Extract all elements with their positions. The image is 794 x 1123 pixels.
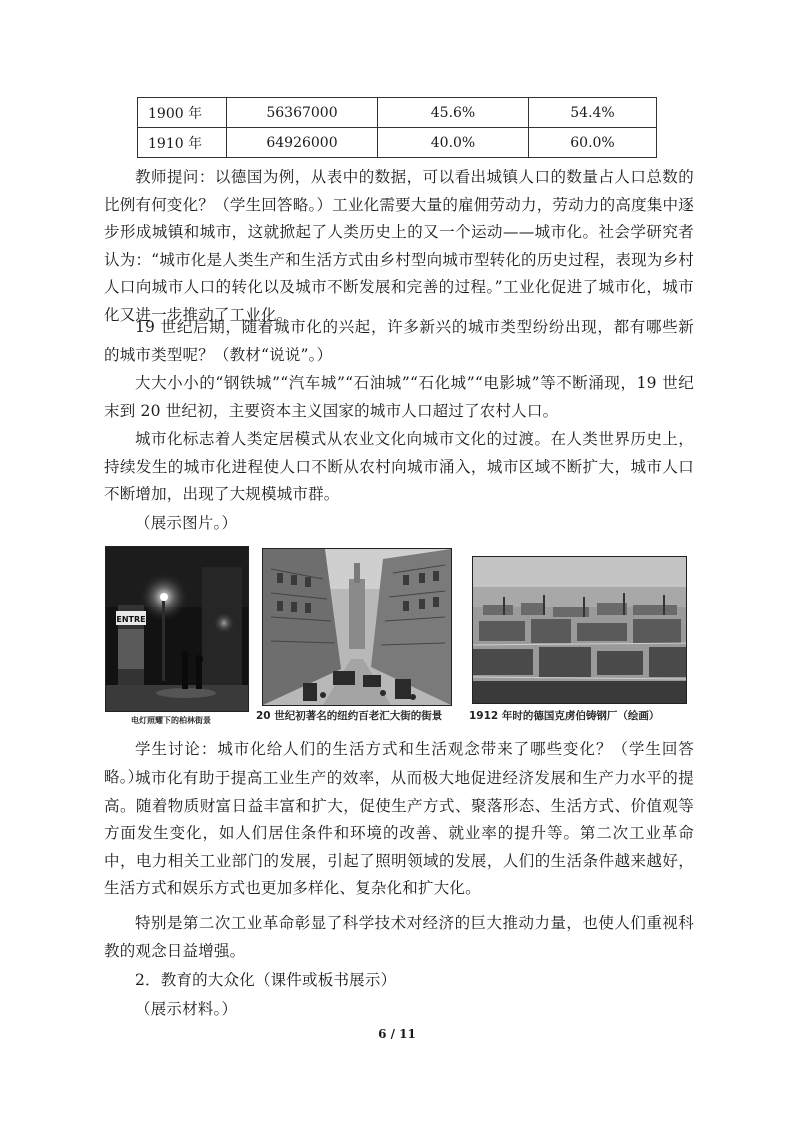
section-heading-education: 2．教育的大众化（课件或板书展示） [135, 971, 397, 989]
paragraph-show-material: （展示材料。） [135, 1000, 238, 1018]
krupp-painting-caption: 1912 年时的德国克虏伯铸钢厂（绘画） [469, 710, 660, 722]
table-row [138, 98, 657, 128]
paragraph-teacher-question: 教师提问：以德国为例，从表中的数据，可以看出城镇人口的数量占人口总数的比例有何变化？（学生回答略。）工业化需要大量的雇佣劳动力，劳动力的高度集中逐步形成城镇和城市，这就掀起了人类历史上的又一个运动——城市化。社会学研究者认为：“城市化是人类生产和生活方式由乡村型向城市型转化的历史过程，表现为乡村人口向城市人口的转化以及城市不断发展和完善的过程。”工业化促进了城市化，城市化又进一步推动了工业化。 [104, 168, 694, 324]
population-cell: 64926000 [227, 128, 378, 158]
percent-cell: 60.0% [529, 128, 657, 158]
paragraph-urbanization-effects: 城市化有助于提高工业生产的效率，从而极大地促进经济发展和生产力水平的提高。随着物质财富日益丰富和扩大，促使生产方式、聚落形态、生活方式、价值观等方面发生变化，如人们居住条件和环境的改善、就业率的提升等。第二次工业革命中，电力相关工业部门的发展，引起了照明领域的发展，人们的生活条件越来越好，生活方式和娱乐方式也更加多样化、复杂化和扩大化。 [104, 769, 694, 897]
broadway-photo-caption: 20 世纪初著名的纽约百老汇大街的街景 [256, 710, 443, 722]
percent-cell: 54.4% [529, 98, 657, 128]
berlin-photo-caption: 电灯照耀下的柏林街景 [131, 716, 211, 725]
broadway-street-photo [262, 548, 452, 706]
paragraph-science-technology: 特别是第二次工业革命彰显了科学技术对经济的巨大推动力量，也使人们重视科教的观念日益增强。 [104, 914, 694, 960]
berlin-street-photo [105, 546, 249, 712]
percent-cell: 40.0% [378, 128, 529, 158]
krupp-factory-illustration [473, 557, 686, 703]
paragraph-show-pictures: （展示图片。） [135, 514, 238, 532]
advertising-column-sign: ENTRE [116, 615, 146, 624]
percent-cell: 45.6% [378, 98, 529, 128]
table-row [138, 128, 657, 158]
krupp-factory-painting [472, 556, 687, 704]
paragraph-city-types: 19 世纪后期，随着城市化的兴起，许多新兴的城市类型纷纷出现，都有哪些新的城市类型呢？（教材“说说”。） [104, 318, 694, 364]
population-table [137, 97, 657, 158]
broadway-street-illustration [263, 549, 451, 705]
paragraph-new-cities: 大大小小的“钢铁城”“汽车城”“石油城”“石化城”“电影城”等不断涌现，19 世纪末到 20 世纪初，主要资本主义国家的城市人口超过了农村人口。 [104, 374, 694, 420]
page-number: 6 / 11 [378, 1027, 416, 1041]
population-cell: 56367000 [227, 98, 378, 128]
year-cell: 1910 年 [138, 128, 227, 158]
paragraph-student-discussion: 学生讨论：城市化给人们的生活方式和生活观念带来了哪些变化？（学生回答略。） [104, 740, 694, 786]
paragraph-urbanization: 城市化标志着人类定居模式从农业文化向城市文化的过渡。在人类世界历史上，持续发生的城市化进程使人口不断从农村向城市涌入，城市区域不断扩大，城市人口不断增加，出现了大规模城市群。 [104, 430, 694, 503]
year-cell: 1900 年 [138, 98, 227, 128]
berlin-street-illustration [106, 547, 248, 711]
